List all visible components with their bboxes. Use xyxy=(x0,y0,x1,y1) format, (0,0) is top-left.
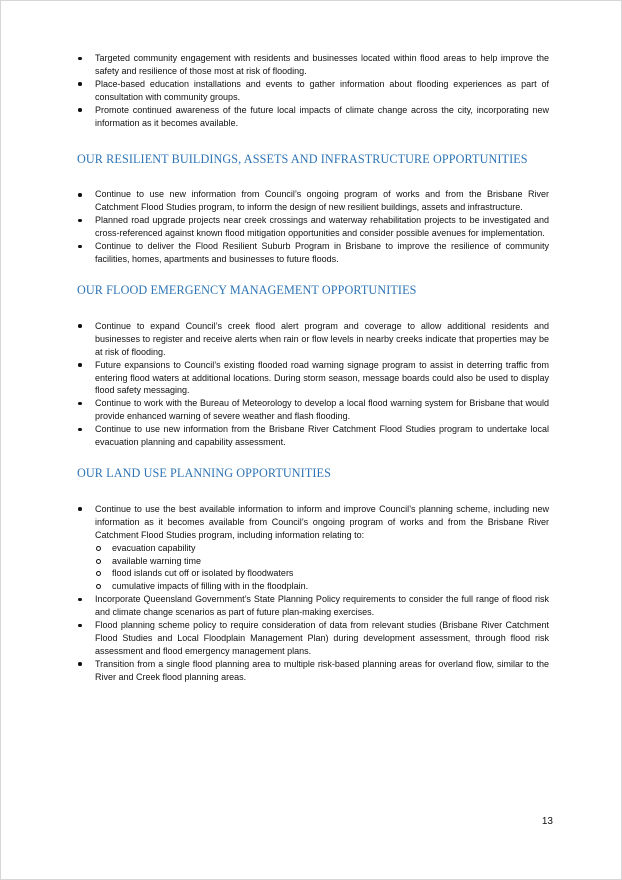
sub-list-item: available warning time xyxy=(95,555,549,568)
page-content xyxy=(77,52,549,684)
sub-list-item: flood islands cut off or isolated by floodwaters xyxy=(95,567,549,580)
list-item: Transition from a single flood planning area to multiple risk-based planning areas for overland flow, similar to the River and Creek flood planning areas. xyxy=(77,658,549,684)
land-use-bullet-list xyxy=(77,503,549,684)
list-item: Incorporate Queensland Government’s State Planning Policy requirements to consider the full range of flood risk and climate change scenarios as part of future plan-making exercises. xyxy=(77,593,549,619)
intro-bullet-list xyxy=(77,52,549,129)
list-item: Continue to expand Council’s creek flood alert program and coverage to allow additional residents and businesses to register and receive alerts when rain or flow levels in nearby creeks indicate that properties may be at risk of flooding. xyxy=(77,320,549,359)
page-number: 13 xyxy=(541,816,553,827)
list-item: Continue to work with the Bureau of Meteorology to develop a local flood warning system for Brisbane that would provide enhanced warning of severe weather and flash flooding. xyxy=(77,397,549,423)
section-heading-land-use: OUR LAND USE PLANNING OPPORTUNITIES xyxy=(77,465,331,480)
list-item: Place-based education installations and events to gather information about flooding experiences as part of consultation with community groups. xyxy=(77,78,549,104)
sub-list-item: evacuation capability xyxy=(95,542,549,555)
sub-bullet-list xyxy=(95,542,549,594)
list-item: Continue to use new information from the Brisbane River Catchment Flood Studies program to undertake local evacuation planning and capability assessment. xyxy=(77,423,549,449)
sub-list-item: cumulative impacts of filling with in the floodplain. xyxy=(95,580,549,593)
list-item: Flood planning scheme policy to require consideration of data from relevant studies (Brisbane River Catchment Flood Studies and Local Floodplain Management Plan) during development assessment, through flood risk assessment and flood emergency management plans. xyxy=(77,619,549,658)
list-item: Continue to use new information from Council’s ongoing program of works and from the Brisbane River Catchment Flood Studies program, to inform the design of new resilient buildings, assets and infrastructure. xyxy=(77,188,549,214)
list-item xyxy=(77,503,549,593)
list-item: Continue to deliver the Flood Resilient Suburb Program in Brisbane to improve the resilience of community facilities, homes, apartments and businesses to future floods. xyxy=(77,240,549,266)
buildings-bullet-list xyxy=(77,188,549,265)
list-item-text: Continue to use the best available information to inform and improve Council’s planning scheme, including new information as it becomes available from Council’s ongoing program of works and from the Brisbane River Catchment Flood Studies program, including information relating to: xyxy=(95,503,549,540)
section-heading-buildings: OUR RESILIENT BUILDINGS, ASSETS AND INFRASTRUCTURE OPPORTUNITIES xyxy=(77,152,528,167)
list-item: Promote continued awareness of the future local impacts of climate change across the city, incorporating new information as it becomes available. xyxy=(77,104,549,130)
section-heading-emergency: OUR FLOOD EMERGENCY MANAGEMENT OPPORTUNITIES xyxy=(77,282,417,297)
list-item: Planned road upgrade projects near creek crossings and waterway rehabilitation projects to be investigated and cross-referenced against known flood mitigation opportunities and consider possible avenues for implementation. xyxy=(77,214,549,240)
list-item: Future expansions to Council’s existing flooded road warning signage program to assist in deterring traffic from entering flood waters at additional locations. During storm season, message boards could also be used to display flood safety messaging. xyxy=(77,359,549,398)
emergency-bullet-list xyxy=(77,320,549,449)
list-item: Targeted community engagement with residents and businesses located within flood areas to help improve the safety and resilience of those most at risk of flooding. xyxy=(77,52,549,78)
